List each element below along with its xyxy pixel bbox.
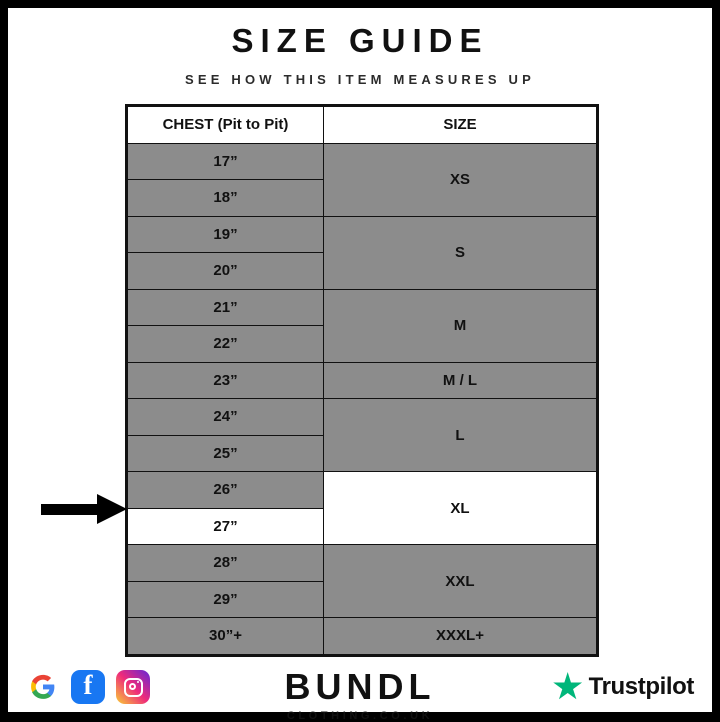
- chest-cell: 21”: [127, 289, 324, 326]
- table-row[interactable]: [127, 472, 598, 509]
- chest-cell: 25”: [127, 435, 324, 472]
- size-cell: M / L: [324, 362, 598, 399]
- size-cell: XXXL+: [324, 618, 598, 656]
- chest-cell: 29”: [127, 581, 324, 618]
- trustpilot-label: Trustpilot: [588, 673, 694, 700]
- size-table-wrapper: [125, 104, 595, 657]
- size-cell: L: [324, 399, 598, 472]
- chest-cell: 18”: [127, 180, 324, 217]
- table-header-row: [127, 106, 598, 144]
- footer-bar: [8, 665, 712, 707]
- size-cell-highlighted: XL: [324, 472, 598, 545]
- chest-cell: 24”: [127, 399, 324, 436]
- size-cell: M: [324, 289, 598, 362]
- size-guide-sheet: [8, 8, 712, 722]
- social-links: [26, 670, 150, 704]
- chest-cell-highlighted: 27”: [127, 508, 324, 545]
- facebook-glyph: f: [83, 670, 93, 700]
- column-header-chest: CHEST (Pit to Pit): [127, 106, 324, 144]
- trustpilot-badge[interactable]: [553, 672, 694, 702]
- google-icon[interactable]: [26, 670, 60, 704]
- page-subtitle: SEE HOW THIS ITEM MEASURES UP: [184, 72, 536, 87]
- table-row[interactable]: [127, 362, 598, 399]
- size-cell: S: [324, 216, 598, 289]
- instagram-glyph: [124, 678, 143, 697]
- table-row[interactable]: [127, 545, 598, 582]
- star-icon: [553, 672, 583, 702]
- facebook-icon[interactable]: [71, 670, 105, 704]
- chest-cell: 17”: [127, 143, 324, 180]
- chest-cell: 23”: [127, 362, 324, 399]
- brand-name: BUNDL: [284, 665, 436, 707]
- table-row[interactable]: [127, 143, 598, 180]
- table-row[interactable]: [127, 618, 598, 656]
- page-title: SIZE GUIDE: [231, 22, 489, 59]
- arrow-head: [97, 494, 127, 524]
- chest-cell: 20”: [127, 253, 324, 290]
- arrow-right-icon: [41, 494, 127, 524]
- table-row[interactable]: [127, 289, 598, 326]
- size-cell: XS: [324, 143, 598, 216]
- chest-cell: 19”: [127, 216, 324, 253]
- arrow-shaft: [41, 504, 99, 515]
- size-cell: XXL: [324, 545, 598, 618]
- chest-cell: 22”: [127, 326, 324, 363]
- chest-cell: 28”: [127, 545, 324, 582]
- table-row[interactable]: [127, 399, 598, 436]
- table-row[interactable]: [127, 216, 598, 253]
- instagram-icon[interactable]: [116, 670, 150, 704]
- size-table: [125, 104, 599, 657]
- chest-cell: 30”+: [127, 618, 324, 656]
- brand-website: CLOTHING.CO.UK: [286, 709, 434, 722]
- column-header-size: SIZE: [324, 106, 598, 144]
- chest-cell: 26”: [127, 472, 324, 509]
